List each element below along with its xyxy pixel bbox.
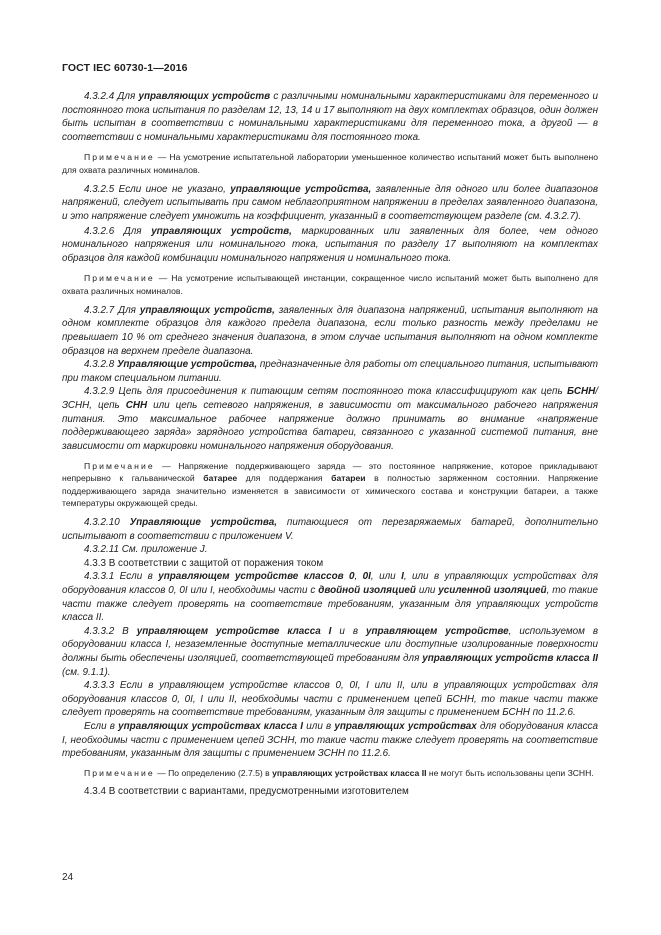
clause-4-3-2-4: 4.3.2.4 Для управляющих устройств с различными номинальными характеристиками для переменного и постоянного тока испытания по разделам 12, 13, 14 и 17 выполняют на двух комплектах образцов, один должен быть испытан в соответствии с номинальными характеристиками для переменного тока, а другой — в соответствии с номинальными характеристиками для постоянного тока. bbox=[62, 91, 599, 143]
clause-4-3-3-1: 4.3.3.1 Если в управляющем устройстве классов 0, 0I, или I, или в управляющих устройствах для оборудования классов 0, 0I или I, необходимы части с двойной изоляцией или усиленной изоляцией, то такие части также следует проверять на соответствие требованиям, указанным для управляющих устройств класса II. bbox=[62, 571, 599, 624]
document-body bbox=[62, 90, 598, 799]
clause-4-3-2-6: 4.3.2.6 Для управляющих устройств, маркированных или заявленных для более, чем одного номинального напряжения или номинального тока, испытания по разделу 17 выполняют на комплектах образцов для каждой комбинации номинального напряжения и номинального тока. bbox=[62, 225, 598, 264]
clause-4-3-2-8: 4.3.2.8 Управляющие устройства, предназначенные для работы от специального питания, испытывают при таком специальном питании. bbox=[62, 359, 598, 384]
clause-4-3-2-10: 4.3.2.10 Управляющие устройства, питающиеся от перезаряжаемых батарей, дополнительно испытывают в соответствии с приложением V. bbox=[62, 517, 598, 542]
document-header: ГОСТ IEC 60730-1—2016 bbox=[62, 62, 188, 74]
clause-4-3-3-3: 4.3.3.3 Если в управляющем устройстве классов 0, 0I, I или II, или в управляющих устройствах для оборудования классов 0, 0I, I или II, необходимы части с применением цепей БСНН, то такие части также следует проверять на соответствие требованиям, указанным для защиты с применением БСНН по 11.2.6. bbox=[62, 680, 598, 719]
note-label: Примечание bbox=[84, 461, 155, 472]
clause-4-3-2-7: 4.3.2.7 Для управляющих устройств, заявленных для диапазона напряжений, испытания выполняют на одном комплекте образцов для каждого предела диапазона, если только разность между пределами не превышает 10 % от среднего значения диапазона, в этом случае испытания выполняют на одном комплекте образцов на верхнем пределе диапазона. bbox=[62, 304, 598, 357]
clause-4-3-4: 4.3.4 В соответствии с вариантами, предусмотренными изготовителем bbox=[84, 785, 409, 797]
note-label: Примечание bbox=[84, 767, 155, 778]
clause-4-3-3-2: 4.3.3.2 В управляющем устройстве класса I и в управляющем устройстве, используемом в оборудовании класса I, незаземленные доступные металлические или доступные изолированные поверхности должны быть обеспечены изоляцией, соответствующей требованиям для управляющих устройств класса II (см. 9.1.1). bbox=[62, 625, 598, 678]
clause-4-3-2-11: 4.3.2.11 См. приложение J. bbox=[84, 544, 208, 556]
note-1: Примечание — На усмотрение испытательной лаборатории уменьшенное количество испытаний может быть выполнено для охвата различных номиналов. bbox=[62, 152, 598, 175]
note-3: Примечание — Напряжение поддерживающего заряда — это постоянное напряжение, которое прикладывают непрерывно к гальванической батарее для поддержания батареи в полностью заряженном состоянии. Напряжение поддерживающего заряда значительно изменяется в зависимости от химического состава и конструкции батареи, а также температуры окружающей среды. bbox=[62, 461, 599, 508]
note-2: Примечание — На усмотрение испытывающей инстанции, сокращенное число испытаний может быть выполнено для охвата различных номиналов. bbox=[62, 273, 598, 296]
note-label: Примечание bbox=[84, 273, 155, 284]
clause-4-3-2-9: 4.3.2.9 Цепь для присоединения к питающим сетям постоянного тока классифицируют как цепь БСНН/ЗСНН, цепь СНН или цепь сетевого напряжения, в зависимости от максимального рабочего напряжения питания. Это максимальное рабочее напряжение должно принимать во внимание «напряжение поддерживающего заряда» зарядного устройства батареи, связанного с указанной системой питания, вне зависимости от маркировки номинального напряжения оборудования. bbox=[62, 386, 599, 452]
clause-4-3-3-3-continued: Если в управляющих устройствах класса I или в управляющих устройствах для оборудования класса I, необходимы части с применением цепей ЗСНН, то такие части также следует проверять на соответствие требованиям, указанным для защиты с применением ЗСНН по 11.2.6. bbox=[62, 721, 598, 760]
note-label: Примечание bbox=[84, 152, 155, 163]
note-4: Примечание — По определению (2.7.5) в управляющих устройствах класса II не могут быть использованы цепи ЗСНН. bbox=[84, 767, 594, 778]
clause-4-3-2-5: 4.3.2.5 Если иное не указано, управляющие устройства, заявленные для одного или более диапазонов напряжений, следует испытывать при самом неблагоприятном напряжении в пределах заявленного диапазона, и это напряжение следует умножить на коэффициент, указанный в соответствующем разделе (см. 4.3.2.7). bbox=[62, 183, 598, 222]
clause-4-3-3: 4.3.3 В соответствии с защитой от поражения током bbox=[84, 557, 324, 569]
page-number: 24 bbox=[62, 872, 74, 883]
